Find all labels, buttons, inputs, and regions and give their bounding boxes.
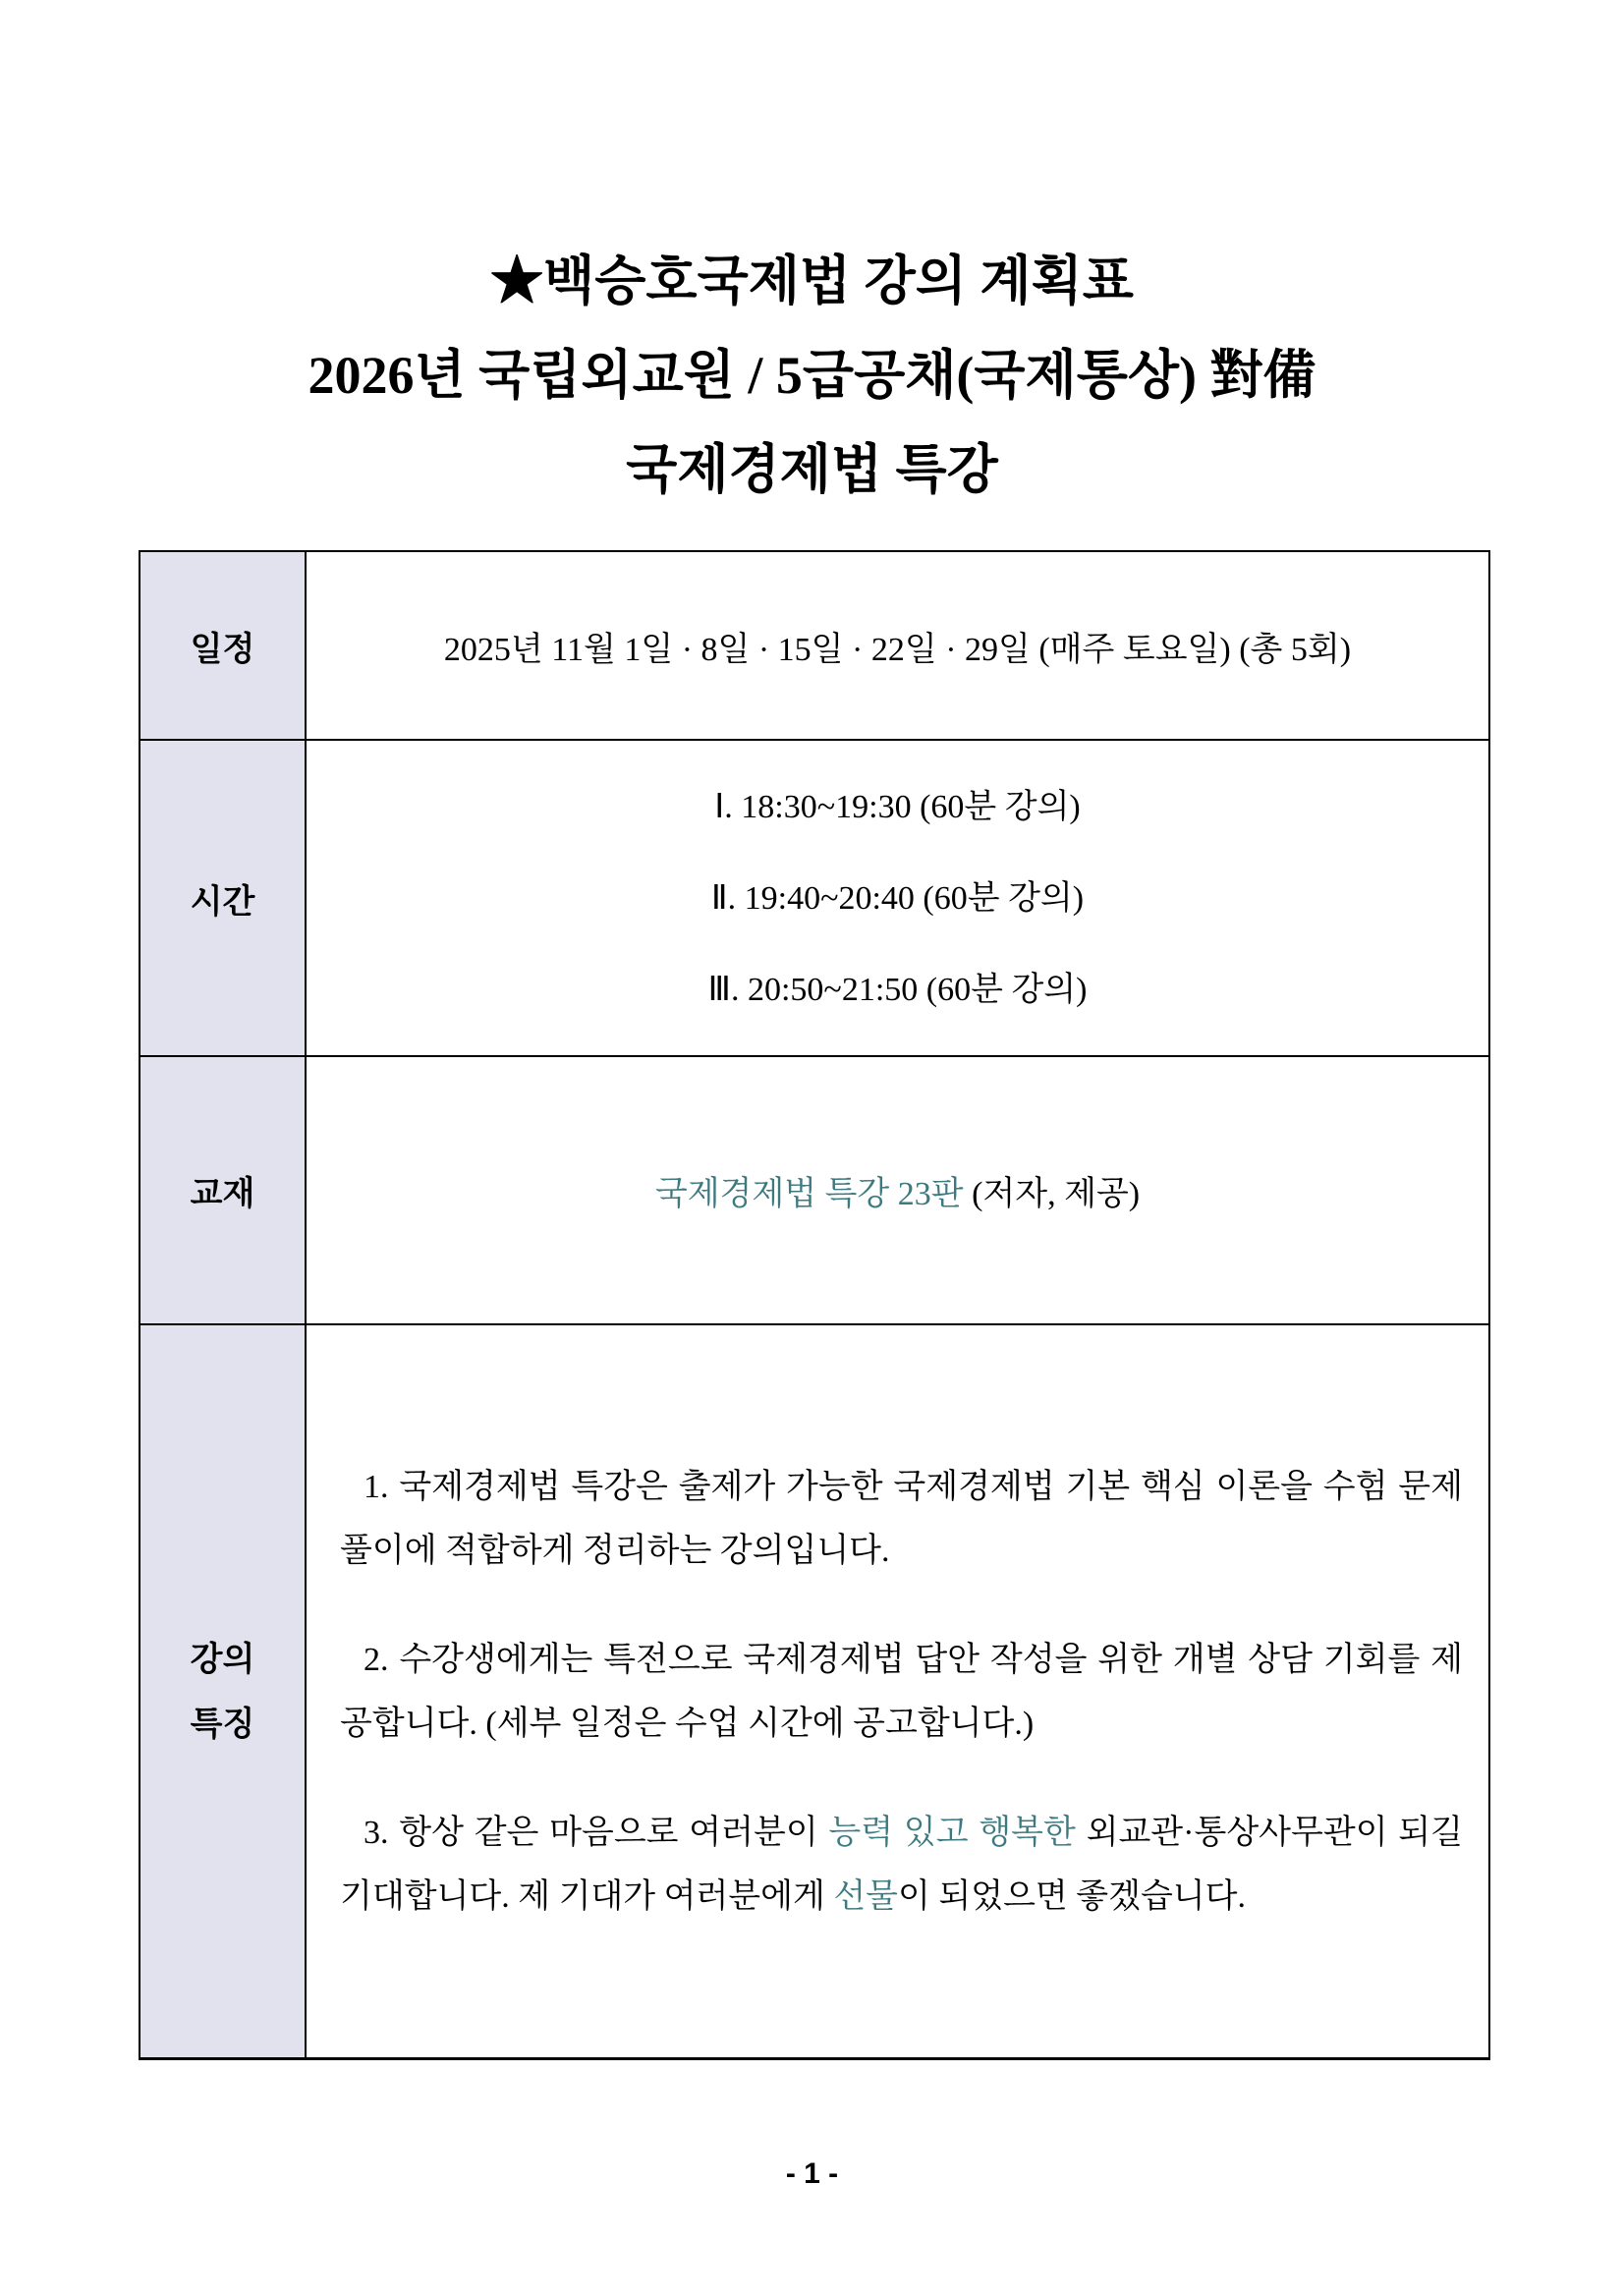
highlight-text: 능력 있고 행복한 [828, 1814, 1076, 1851]
paragraph-text: 3. 항상 같은 마음으로 여러분이 [364, 1814, 829, 1851]
row-header-features-line-2: 특징 [190, 1705, 255, 1743]
highlight-text: 선물 [833, 1877, 899, 1915]
table-row-textbook [140, 1056, 1489, 1324]
title-line-2: 2026년 국립외교원 / 5급공채(국제통상) 對備 [308, 346, 1316, 405]
time-slot-3: Ⅲ. 20:50~21:50 (60분 강의) [707, 971, 1088, 1008]
textbook-note: (저자, 제공) [963, 1176, 1141, 1212]
row-header-schedule: 일정 [140, 551, 306, 740]
time-slot-2: Ⅱ. 19:40~20:40 (60분 강의) [710, 879, 1085, 917]
paragraph-text: 1. 국제경제법 특강은 출제가 가능한 국제경제법 기본 핵심 이론을 수험 문제 풀이에 적합하게 정리하는 강의입니다. [340, 1468, 1463, 1569]
textbook-content [306, 1056, 1489, 1324]
table-row-time [140, 740, 1489, 1056]
features-paragraph-3 [340, 1801, 1463, 1929]
footer-page-number: - 1 - [785, 2157, 839, 2190]
table-row-schedule [140, 551, 1489, 740]
features-content [306, 1324, 1489, 2059]
row-header-textbook: 교재 [140, 1056, 306, 1324]
row-header-features-line-1: 강의 [190, 1640, 255, 1678]
row-header-features [140, 1324, 306, 2059]
row-header-time: 시간 [140, 740, 306, 1056]
schedule-content: 2025년 11월 1일 · 8일 · 15일 · 22일 · 29일 (매주 토요일) (총 5회) [306, 551, 1489, 740]
paragraph-text: 외교관·통상사무관이 되길 기대합니다. 제 기대가 여러분에게 [340, 1814, 1463, 1915]
textbook-title-highlight: 국제경제법 특강 23판 [654, 1176, 964, 1212]
title-block [0, 234, 1624, 517]
table-row-features [140, 1324, 1489, 2059]
paragraph-text: 2. 수강생에게는 특전으로 국제경제법 답안 작성을 위한 개별 상담 기회를 제공합니다. (세부 일정은 수업 시간에 공고합니다.) [340, 1641, 1463, 1742]
lecture-plan-table [139, 550, 1490, 2060]
paragraph-text: 이 되었으면 좋겠습니다. [898, 1877, 1246, 1915]
features-paragraph-2 [340, 1628, 1463, 1756]
features-paragraph-1 [340, 1455, 1463, 1583]
title-line-1: ★백승호국제법 강의 계획표 [490, 252, 1134, 310]
title-line-3: 국제경제법 특강 [626, 440, 998, 499]
time-content [306, 740, 1489, 1056]
time-slot-1: Ⅰ. 18:30~19:30 (60분 강의) [714, 788, 1081, 825]
